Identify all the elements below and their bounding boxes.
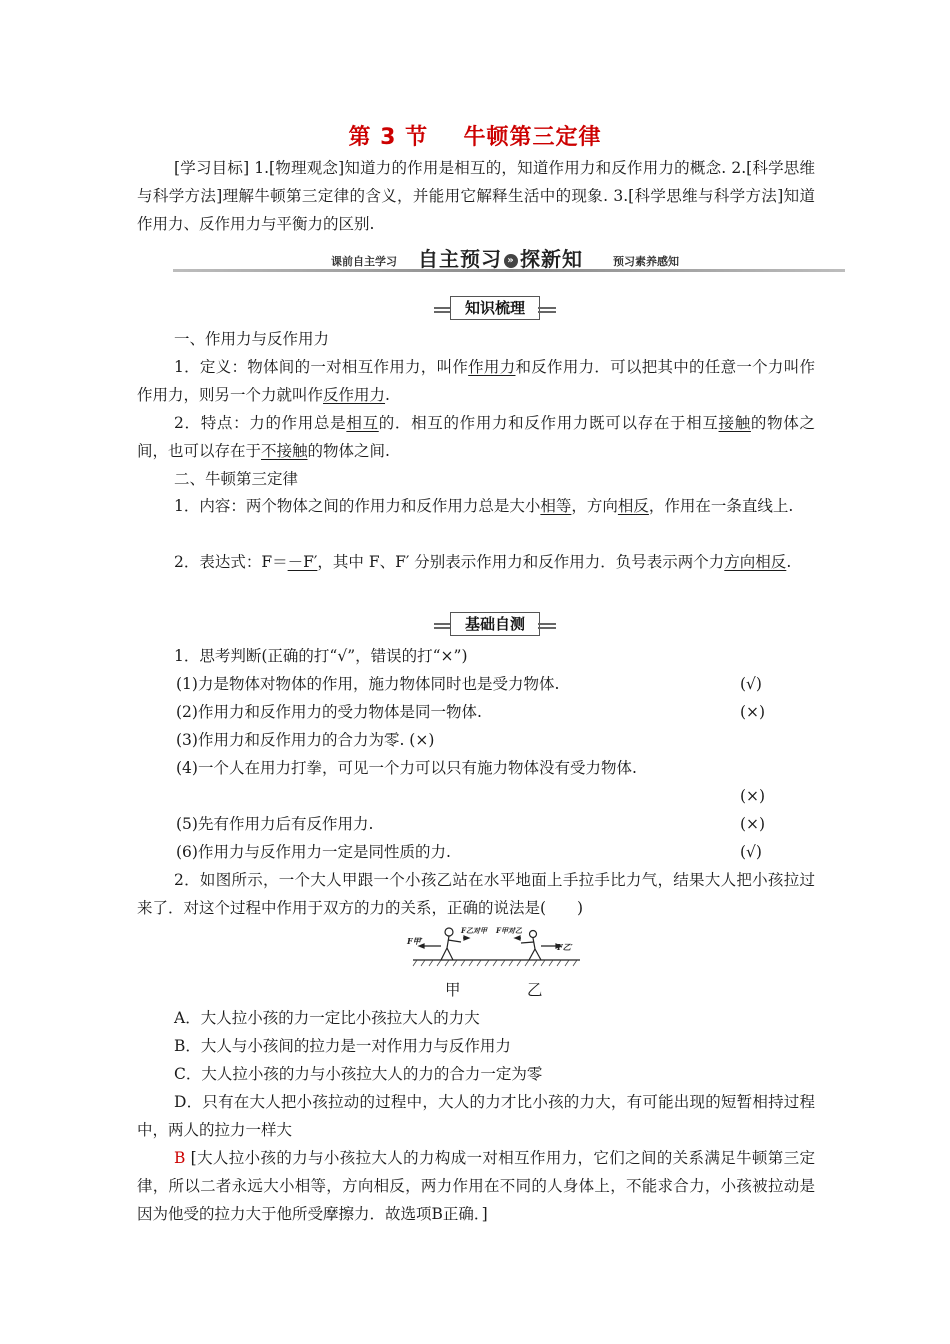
- force-label-2: F乙对甲: [461, 926, 487, 935]
- sec2-p2a: 2．表达式：F＝: [174, 553, 288, 571]
- force-arrows: [419, 936, 561, 948]
- judge-mark-4: (×): [740, 787, 766, 805]
- banner-main1: 自主预习: [418, 247, 502, 271]
- tug-figure: [405, 924, 585, 999]
- banner-main: [418, 243, 583, 272]
- sec1-p1b: 和反作用力．可以把其中的任意一个力叫作作用力，则另一个力就叫作: [137, 358, 815, 404]
- tag-right-line: [538, 307, 556, 309]
- tag-selftest-label: 基础自测: [450, 612, 540, 636]
- section-banner: [173, 243, 845, 277]
- sec2-p1u2: 相反: [617, 497, 649, 515]
- sec2-heading: 二、牛顿第三定律: [174, 470, 299, 488]
- q1-stem: 1．思考判断(正确的打“√”，错误的打“×”): [174, 647, 468, 665]
- sec2-p2u1: －F′: [287, 553, 318, 571]
- sec1-heading: 一、作用力与反作用力: [174, 330, 330, 348]
- option-d: D．只有在大人把小孩拉动的过程中，大人的力才比小孩的力大，有可能出现的短暂相持过程中，两人的拉力一样大: [137, 1093, 815, 1139]
- sec2-p1b: ，方向: [571, 497, 618, 515]
- sec1-p2b: 的．相互的作用力和反作用力既可以存在于相互: [378, 414, 719, 432]
- sec2-p1u1: 相等: [540, 497, 572, 515]
- goals-label: [学习目标]: [174, 159, 250, 177]
- tag-right-line: [538, 623, 556, 625]
- banner-arrow-icon: »: [504, 254, 518, 268]
- sec1-para2: [137, 409, 815, 465]
- force-label-4: F乙′: [557, 942, 573, 952]
- option-a: A．大人拉小孩的力一定比小孩拉大人的力大: [174, 1009, 480, 1027]
- answer-letter: B: [174, 1149, 186, 1167]
- sec1-p1a: 1．定义：物体间的一对相互作用力，叫作: [174, 358, 469, 376]
- tag-knowledge: [434, 296, 556, 320]
- sec1-p2d: 的物体之间.: [307, 442, 390, 460]
- tag-knowledge-label: 知识梳理: [450, 296, 540, 320]
- sec2-p2b: ，其中 F、F′ 分别表示作用力和反作用力．负号表示两个力: [317, 553, 725, 571]
- judge-item-6: (6)作用力与反作用力一定是同性质的力.: [176, 843, 451, 861]
- banner-main2: 探新知: [520, 247, 583, 271]
- judge-mark-6: (√): [740, 843, 762, 861]
- page-title: [0, 120, 950, 151]
- sec2-p1a: 1．内容：两个物体之间的作用力和反作用力总是大小: [174, 497, 541, 515]
- person-jia: [441, 928, 461, 960]
- judge-mark-5: (×): [740, 815, 766, 833]
- option-c: C．大人拉小孩的力与小孩拉大人的力的合力一定为零: [174, 1065, 543, 1083]
- ground-hatch: [413, 960, 577, 966]
- sec2-p2u2: 方向相反: [724, 553, 787, 571]
- sec2-p1c: ，作用在一条直线上.: [648, 497, 794, 515]
- learning-goals: [137, 154, 815, 238]
- judge-item-3: (3)作用力和反作用力的合力为零. (×): [176, 731, 435, 749]
- section-name: 牛顿第三定律: [463, 125, 602, 150]
- banner-left: 课前自主学习: [331, 255, 397, 268]
- sec1-para1: [137, 353, 815, 409]
- tag-selftest: [434, 612, 556, 636]
- sec2-para2: [137, 548, 815, 576]
- judge-item-5: (5)先有作用力后有反作用力.: [176, 815, 374, 833]
- person-yi: [521, 931, 541, 961]
- sec1-p1u1: 作用力: [468, 358, 516, 376]
- judge-item-4: (4)一个人在用力打拳，可见一个力可以只有施力物体没有受力物体.: [176, 759, 637, 777]
- sec1-p1c: .: [385, 386, 390, 404]
- answer-explanation: [大人拉小孩的力与小孩拉大人的力构成一对相互作用力，它们之间的关系满足牛顿第三定律，所以二者永远大小相等，方向相反，两力作用在不同的人身体上，不能求合力，小孩被拉动是因为他受的拉力大于他所受摩擦力．故选项B正确．]: [137, 1149, 815, 1223]
- judge-item-2: (2)作用力和反作用力的受力物体是同一物体.: [176, 703, 482, 721]
- sec1-p2u3: 不接触: [261, 442, 308, 460]
- sec1-p2c: 的物体之间，也可以存在于: [137, 414, 815, 460]
- goals-text: 1.[物理观念]知道力的作用是相互的，知道作用力和反作用力的概念. 2.[科学思维与科学方法]理解牛顿第三定律的含义，并能用它解释生活中的现象. 3.[科学思维与科学方法]知道作用力、反作用力与平衡力的区别.: [137, 159, 815, 233]
- sec1-p1u2: 反作用力: [323, 386, 386, 404]
- q2-stem: 2．如图所示，一个大人甲跟一个小孩乙站在水平地面上手拉手比力气，结果大人把小孩拉过来了．对这个过程中作用于双方的力的关系，正确的说法是( ): [137, 871, 815, 917]
- force-label-3: F甲对乙: [496, 926, 522, 935]
- judge-mark-2: (×): [740, 703, 766, 721]
- force-label-1: F甲′: [407, 936, 423, 946]
- figure-label-jia: 甲: [445, 981, 461, 999]
- sec1-p2a: 2．特点：力的作用总是: [174, 414, 347, 432]
- judge-mark-1: (√): [740, 675, 762, 693]
- sec1-p2u2: 接触: [718, 414, 751, 432]
- sec2-p2c: .: [786, 553, 792, 571]
- sec2-para1: [137, 492, 815, 520]
- section-number: 第 3 节: [348, 125, 429, 150]
- figure-label-yi: 乙: [527, 981, 543, 999]
- banner-right: 预习素养感知: [613, 255, 679, 268]
- tug-diagram: [405, 924, 585, 974]
- sec1-p2u1: 相互: [346, 414, 379, 432]
- judge-item-1: (1)力是物体对物体的作用，施力物体同时也是受力物体.: [176, 675, 560, 693]
- answer-block: [137, 1144, 815, 1228]
- option-b: B．大人与小孩间的拉力是一对作用力与反作用力: [174, 1037, 511, 1055]
